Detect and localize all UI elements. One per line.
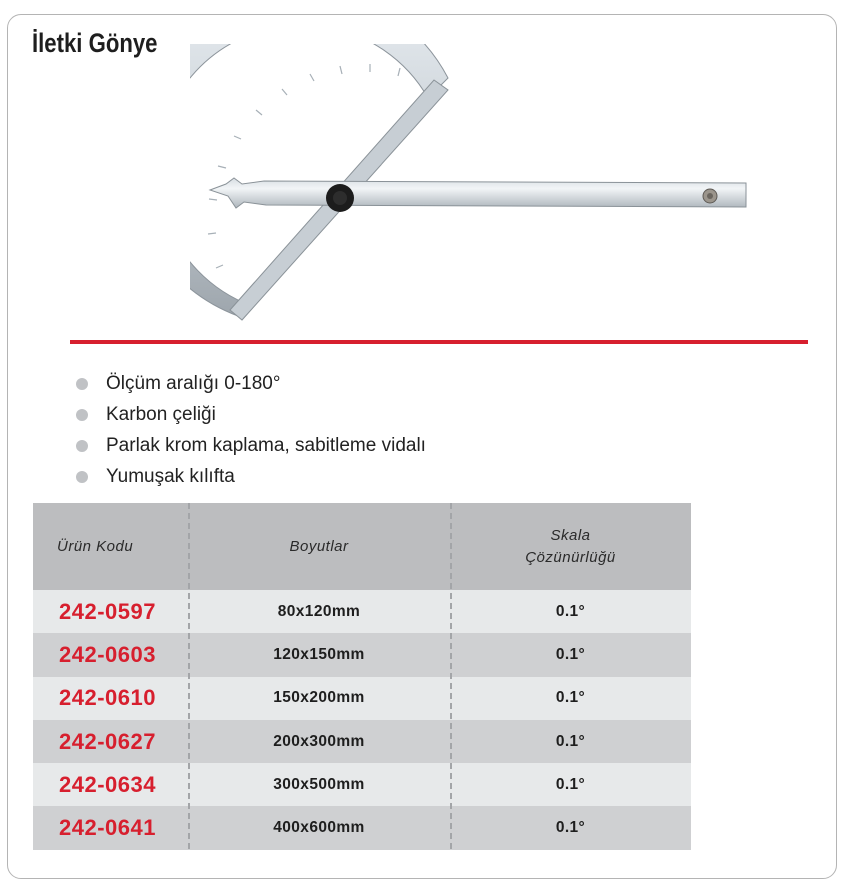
bullet-icon bbox=[76, 471, 88, 483]
header-dimensions: Boyutlar bbox=[289, 537, 349, 555]
product-code: 242-0597 bbox=[59, 598, 156, 624]
protractor-arc bbox=[190, 44, 448, 316]
header-code: Ürün Kodu bbox=[57, 537, 134, 555]
feature-item bbox=[72, 461, 426, 492]
header-resolution bbox=[450, 503, 691, 590]
resolution-cell: 0.1° bbox=[555, 775, 586, 793]
dimensions-cell: 150x200mm bbox=[273, 689, 365, 707]
product-code: 242-0610 bbox=[59, 685, 156, 711]
resolution-cell: 0.1° bbox=[555, 732, 586, 750]
protractor-blade bbox=[210, 178, 746, 208]
table-row bbox=[33, 633, 691, 676]
spec-table bbox=[33, 503, 691, 850]
bullet-icon bbox=[76, 440, 88, 452]
dimensions-cell: 200x300mm bbox=[273, 732, 365, 750]
table-header bbox=[33, 503, 691, 590]
product-image bbox=[190, 44, 760, 329]
resolution-cell: 0.1° bbox=[555, 645, 586, 663]
table-row bbox=[33, 720, 691, 763]
product-code: 242-0634 bbox=[59, 771, 156, 797]
table-row bbox=[33, 590, 691, 633]
feature-text: Yumuşak kılıfta bbox=[106, 465, 235, 487]
feature-item bbox=[72, 368, 426, 399]
feature-item bbox=[72, 399, 426, 430]
dimensions-cell: 400x600mm bbox=[273, 819, 365, 837]
section-divider bbox=[70, 340, 808, 344]
resolution-cell: 0.1° bbox=[555, 819, 586, 837]
table-row bbox=[33, 677, 691, 720]
dimensions-cell: 80x120mm bbox=[277, 602, 361, 620]
feature-list bbox=[72, 368, 426, 492]
feature-item bbox=[72, 430, 426, 461]
feature-text: Parlak krom kaplama, sabitleme vidalı bbox=[106, 434, 426, 456]
bullet-icon bbox=[76, 409, 88, 421]
page-title: İletki Gönye bbox=[32, 28, 158, 58]
product-code: 242-0641 bbox=[59, 815, 156, 841]
table-row bbox=[33, 806, 691, 849]
feature-text: Karbon çeliği bbox=[106, 403, 216, 425]
resolution-cell: 0.1° bbox=[555, 602, 586, 620]
header-resolution-line1: Skala bbox=[550, 526, 591, 544]
product-code: 242-0627 bbox=[59, 728, 156, 754]
dimensions-cell: 120x150mm bbox=[273, 645, 365, 663]
bullet-icon bbox=[76, 378, 88, 390]
feature-text: Ölçüm aralığı 0-180° bbox=[106, 372, 281, 394]
table-row bbox=[33, 763, 691, 806]
dimensions-cell: 300x500mm bbox=[273, 775, 365, 793]
header-resolution-line2: Çözünürlüğü bbox=[525, 548, 616, 566]
product-code: 242-0603 bbox=[59, 641, 156, 667]
resolution-cell: 0.1° bbox=[555, 689, 586, 707]
